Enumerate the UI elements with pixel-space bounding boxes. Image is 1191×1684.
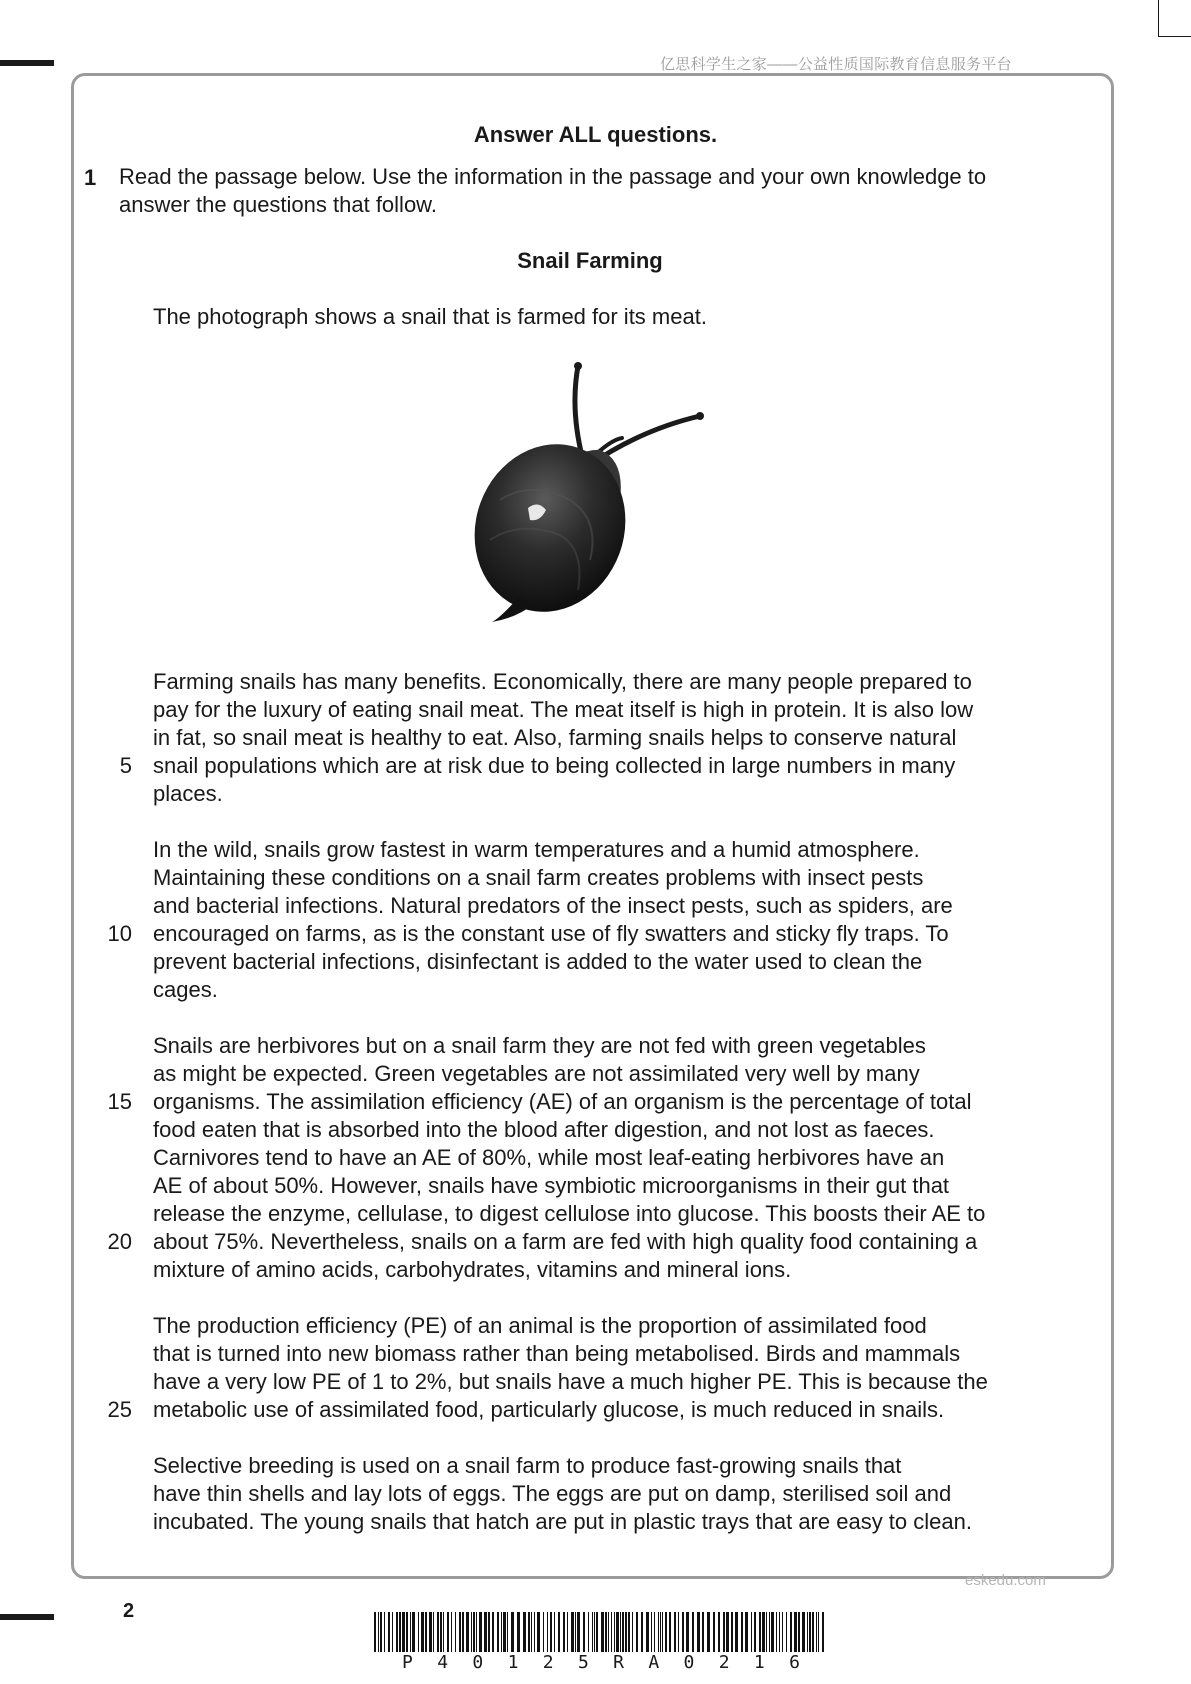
barcode-bar	[528, 1612, 530, 1652]
barcode-bar	[596, 1612, 598, 1652]
passage-paragraph-4	[153, 1312, 1033, 1424]
barcode-bar	[692, 1612, 694, 1652]
barcode-bar	[459, 1612, 461, 1652]
barcode-bar	[605, 1612, 607, 1652]
passage-line: snail populations which are at risk due to being collected in large numbers in many	[153, 753, 956, 778]
barcode-bar	[571, 1612, 574, 1652]
barcode-bar	[399, 1612, 401, 1652]
passage-line: food eaten that is absorbed into the blood after digestion, and not lost as faeces.	[153, 1117, 935, 1142]
barcode-bar	[511, 1612, 514, 1652]
passage-line: and bacterial infections. Natural predators of the insect pests, such as spiders, are	[153, 893, 953, 918]
passage-intro	[153, 303, 1033, 331]
barcode-bar	[766, 1612, 767, 1652]
barcode-bar	[484, 1612, 487, 1652]
barcode-bar	[632, 1612, 633, 1652]
barcode-bar	[384, 1612, 385, 1652]
barcode-char: R	[613, 1652, 624, 1673]
barcode-bar	[550, 1612, 552, 1652]
barcode-bar	[440, 1612, 442, 1652]
barcode-bar	[782, 1612, 783, 1652]
barcode-char: 1	[507, 1652, 519, 1673]
barcode-bar	[769, 1612, 770, 1652]
barcode-bar	[592, 1612, 593, 1652]
barcode-bar	[425, 1612, 427, 1652]
barcode-bar	[396, 1612, 398, 1652]
barcode-bar	[771, 1612, 774, 1652]
barcode-bar	[507, 1612, 508, 1652]
barcode-bar	[497, 1612, 499, 1652]
barcode-label	[372, 1652, 830, 1673]
barcode-bar	[588, 1612, 589, 1652]
barcode-bar	[429, 1612, 432, 1652]
barcode-bar	[651, 1612, 652, 1652]
passage-line: in fat, so snail meat is healthy to eat. Also, farming snails helps to conserve natural	[153, 725, 957, 750]
passage-line: The photograph shows a snail that is farmed for its meat.	[153, 304, 707, 329]
barcode-bar	[563, 1612, 565, 1652]
barcode-bar	[388, 1612, 390, 1652]
barcode-bar	[418, 1612, 419, 1652]
passage-line: organisms. The assimilation efficiency (AE) of an organism is the percentage of total	[153, 1089, 972, 1114]
barcode-bar	[646, 1612, 649, 1652]
barcode-bar	[809, 1612, 811, 1652]
barcode-char: 5	[577, 1652, 589, 1673]
barcode-bar	[575, 1612, 576, 1652]
barcode-bar	[402, 1612, 405, 1652]
question-text: Read the passage below. Use the information in the passage and your own knowledge to answer the questions that follow.	[119, 164, 987, 217]
barcode-bar	[798, 1612, 800, 1652]
barcode-bars	[372, 1612, 830, 1652]
barcode-char: 6	[789, 1652, 800, 1673]
barcode-bar	[473, 1612, 475, 1652]
barcode-bar	[517, 1612, 520, 1652]
barcode-bar	[374, 1612, 376, 1652]
barcode-bar	[378, 1612, 379, 1652]
barcode-bar	[577, 1612, 580, 1652]
passage-paragraph-5	[153, 1452, 1033, 1536]
barcode-bar	[501, 1612, 502, 1652]
registration-mark-bottom	[0, 1614, 54, 1620]
passage-line: Farming snails has many benefits. Economically, there are many people prepared to	[153, 669, 972, 694]
barcode-bar	[466, 1612, 469, 1652]
barcode-bar	[786, 1612, 787, 1652]
barcode-bar	[523, 1612, 526, 1652]
barcode-bar	[392, 1612, 393, 1652]
barcode-bar	[776, 1612, 777, 1652]
barcode-bar	[503, 1612, 506, 1652]
line-number: 15	[107, 1089, 132, 1114]
passage-line: as might be expected. Green vegetables are not assimilated very well by many	[153, 1061, 920, 1086]
barcode-char: 0	[472, 1652, 484, 1673]
passage-line: Carnivores tend to have an AE of 80%, while most leaf-eating herbivores have an	[153, 1145, 945, 1170]
barcode-bar	[410, 1612, 411, 1652]
passage-line: Maintaining these conditions on a snail farm creates problems with insect pests	[153, 865, 924, 890]
barcode-bar	[554, 1612, 555, 1652]
crop-mark	[1158, 0, 1159, 36]
passage-line: encouraged on farms, as is the constant use of fly swatters and sticky fly traps. To	[153, 921, 949, 946]
line-number: 5	[119, 753, 132, 778]
barcode-bar	[636, 1612, 638, 1652]
barcode-bar	[723, 1612, 725, 1652]
barcode-bar	[537, 1612, 540, 1652]
barcode-bar	[567, 1612, 568, 1652]
passage-line: pay for the luxury of eating snail meat. The meat itself is high in protein. It is also low	[153, 697, 974, 722]
passage-line: metabolic use of assimilated food, particularly glucose, is much reduced in snails.	[153, 1397, 945, 1422]
passage-paragraph-3	[153, 1032, 1033, 1284]
passage-paragraph-2	[153, 836, 1033, 1004]
barcode-char: 2	[718, 1652, 730, 1673]
barcode-bar	[543, 1612, 544, 1652]
barcode-bar	[608, 1612, 609, 1652]
passage-line: incubated. The young snails that hatch are put in plastic trays that are easy to clean.	[153, 1509, 972, 1534]
passage-line: places.	[153, 781, 223, 806]
page-number: 2	[123, 1600, 135, 1622]
barcode-bar	[451, 1612, 452, 1652]
registration-mark-top	[0, 60, 54, 66]
barcode-bar	[620, 1612, 621, 1652]
footer-watermark: eskedu.com	[965, 1572, 1046, 1589]
barcode-bar	[807, 1612, 808, 1652]
barcode-bar	[779, 1612, 780, 1652]
passage-line: mixture of amino acids, carbohydrates, vitamins and mineral ions.	[153, 1257, 792, 1282]
barcode-bar	[583, 1612, 585, 1652]
barcode-bar	[686, 1612, 689, 1652]
passage-line: have thin shells and lay lots of eggs. The eggs are put on damp, sterilised soil and	[153, 1481, 952, 1506]
barcode-bar	[547, 1612, 548, 1652]
barcode-bar	[751, 1612, 752, 1652]
passage-line: prevent bacterial infections, disinfectant is added to the water used to clean the	[153, 949, 923, 974]
passage-title: Snail Farming	[517, 248, 663, 273]
passage-line: cages.	[153, 977, 218, 1002]
crop-mark	[1158, 36, 1191, 37]
barcode-bar	[702, 1612, 704, 1652]
passage-line: have a very low PE of 1 to 2%, but snails have a much higher PE. This is because the	[153, 1369, 988, 1394]
barcode-bar	[812, 1612, 814, 1652]
barcode-bar	[616, 1612, 619, 1652]
barcode-bar	[558, 1612, 560, 1652]
passage-line: Snails are herbivores but on a snail farm they are not fed with green vegetables	[153, 1033, 926, 1058]
barcode-bar	[534, 1612, 535, 1652]
barcode-bar	[471, 1612, 472, 1652]
passage-line: The production efficiency (PE) of an animal is the proportion of assimilated food	[153, 1313, 927, 1338]
barcode-bar	[601, 1612, 604, 1652]
line-number: 10	[107, 921, 132, 946]
barcode-bar	[731, 1612, 733, 1652]
barcode-bar	[741, 1612, 743, 1652]
barcode-bar	[611, 1612, 612, 1652]
barcode-bar	[678, 1612, 679, 1652]
barcode-bar	[625, 1612, 627, 1652]
barcode-bar	[762, 1612, 765, 1652]
barcode-bar	[447, 1612, 449, 1652]
barcode-bar	[718, 1612, 720, 1652]
barcode-bar	[479, 1612, 482, 1652]
barcode-bar	[735, 1612, 738, 1652]
barcode-bar	[816, 1612, 817, 1652]
line-number: 25	[107, 1397, 132, 1422]
barcode-char: A	[648, 1652, 660, 1673]
barcode-bar	[822, 1612, 824, 1652]
barcode-bar	[437, 1612, 439, 1652]
barcode-bar	[412, 1612, 415, 1652]
barcode-bar	[421, 1612, 424, 1652]
barcode-bar	[754, 1612, 756, 1652]
barcode-bar	[697, 1612, 700, 1652]
barcode-bar	[380, 1612, 382, 1652]
passage-line: In the wild, snails grow fastest in warm temperatures and a humid atmosphere.	[153, 837, 920, 862]
barcode-bar	[726, 1612, 729, 1652]
barcode-bar	[476, 1612, 477, 1652]
barcode-bar	[682, 1612, 684, 1652]
barcode-bar	[713, 1612, 715, 1652]
barcode-char: 0	[683, 1652, 695, 1673]
barcode-bar	[665, 1612, 667, 1652]
passage-line: release the enzyme, cellulase, to digest cellulose into glucose. This boosts their AE to	[153, 1201, 986, 1226]
passage-line: that is turned into new biomass rather than being metabolised. Birds and mammals	[153, 1341, 961, 1366]
passage-line: AE of about 50%. However, snails have symbiotic microorganisms in their gut that	[153, 1173, 950, 1198]
barcode-char: P	[402, 1652, 413, 1673]
barcode-bar	[443, 1612, 444, 1652]
barcode-bar	[790, 1612, 792, 1652]
barcode-bar	[594, 1612, 595, 1652]
barcode-bar	[759, 1612, 761, 1652]
snail-photograph	[460, 360, 720, 630]
barcode-bar	[745, 1612, 748, 1652]
barcode-bar	[628, 1612, 630, 1652]
barcode-bar	[641, 1612, 643, 1652]
barcode-bar	[662, 1612, 663, 1652]
barcode-bar	[488, 1612, 490, 1652]
barcode-bar	[614, 1612, 615, 1652]
snail-image	[460, 360, 720, 630]
barcode-char: 4	[437, 1652, 449, 1673]
barcode-bar	[818, 1612, 819, 1652]
question-number: 1	[84, 165, 97, 190]
barcode-bar	[492, 1612, 494, 1652]
barcode-bar	[674, 1612, 676, 1652]
barcode-bar	[658, 1612, 659, 1652]
barcode-bar	[531, 1612, 532, 1652]
barcode-bar	[802, 1612, 805, 1652]
barcode-bar	[660, 1612, 661, 1652]
passage-paragraph-1	[153, 668, 1033, 808]
page-heading: Answer ALL questions.	[473, 122, 718, 147]
line-number: 20	[107, 1229, 132, 1254]
barcode-bar	[654, 1612, 655, 1652]
barcode-bar	[455, 1612, 456, 1652]
barcode-bar	[433, 1612, 434, 1652]
passage-line: about 75%. Nevertheless, snails on a farm are fed with high quality food containing a	[153, 1229, 978, 1254]
header-watermark: 亿思科学生之家——公益性质国际教育信息服务平台	[660, 56, 1012, 73]
barcode-bar	[669, 1612, 671, 1652]
barcode-bar	[707, 1612, 710, 1652]
barcode-char: 1	[753, 1652, 765, 1673]
barcode-bar	[462, 1612, 464, 1652]
passage-line: Selective breeding is used on a snail farm to produce fast-growing snails that	[153, 1453, 902, 1478]
barcode-char: 2	[542, 1652, 554, 1673]
barcode-bar	[406, 1612, 408, 1652]
barcode-bar	[794, 1612, 797, 1652]
barcode-bar	[622, 1612, 624, 1652]
